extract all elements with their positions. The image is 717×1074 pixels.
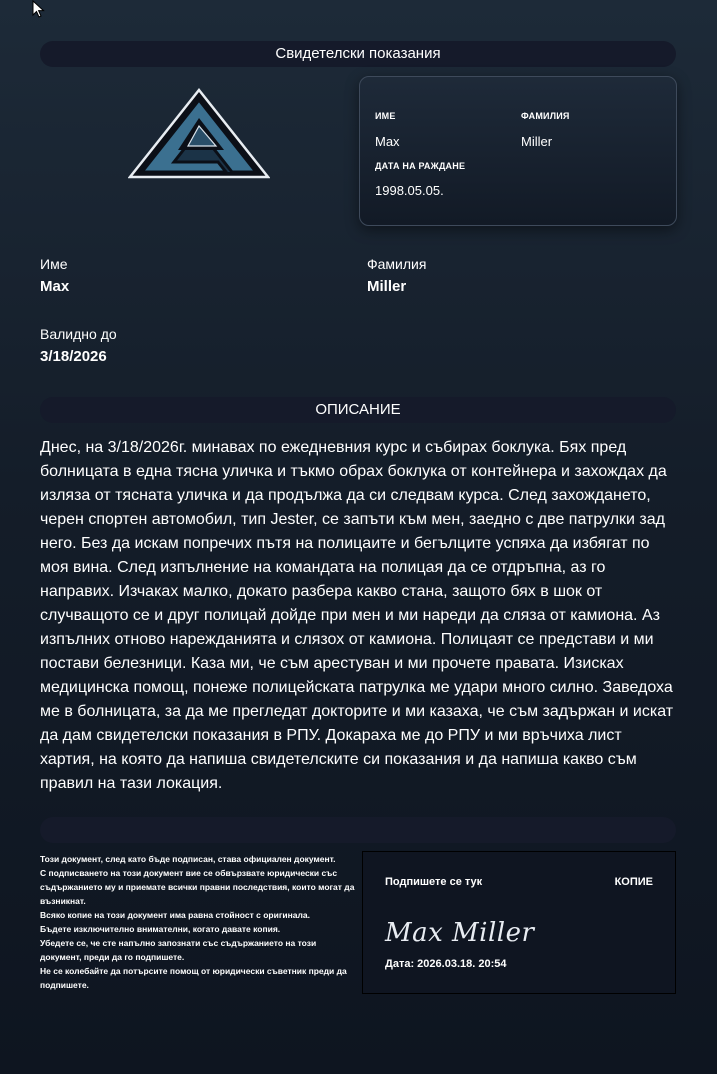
header-bar — [40, 41, 676, 67]
card-first-name-label: ИМЕ — [375, 111, 396, 121]
disclaimer — [40, 852, 356, 992]
disclaimer-line: С подписването на този документ вие се обвързвате юридически със съдържанието му и приемате всички правни последствия, които могат да възникнат. — [40, 868, 355, 906]
page-title: Свидетелски показания — [275, 45, 441, 62]
card-dob: 1998.05.05. — [375, 183, 444, 198]
disclaimer-line: Бъдете изключително внимателни, когато давате копия. — [40, 924, 281, 934]
mouse-pointer-icon — [32, 0, 46, 18]
description-text: Днес, на 3/18/2026г. минавах по ежедневния курс и събирах боклука. Бях пред болницата в една тясна уличка и тъкмо обрах боклука от контейнера и захождах да изляза от тясната уличка и да продължа да си следвам курса. След захождането, черен спортен автомобил, тип Jester, се запъти към мен, заедно с две патрулки зад него. Без да искам попречих пътя на полицаите и бегълците успяха да избягат по моя вина. След изпълнение на командата на полицая да се отдръпна, аз го направих. Изчаках малко, докато разбера какво стана, защото бях в шок от случващото се и друг полицай дойде при мен и ми нареди да сляза от камиона. Аз изпълних отново нарежданията и слязох от камиона. Полицаят се представи и ми постави белезници. Каза ми, че съм арестуван и ми прочете правата. Изисках медицинска помощ, понеже полицейската патрулка ме удари много силно. Заведоха ме в болницата, за да ме прегледат докторите и ми казаха, че съм задържан и искат да дам свидетелски показания в РПУ. Докараха ме до РПУ и ми връчиха лист хартия, на която да напиша свидетелските си показания и да напиша какво съм правил на тази локация. — [40, 439, 674, 792]
description-title: ОПИСАНИЕ — [315, 401, 401, 418]
card-last-name-label: ФАМИЛИЯ — [521, 111, 570, 121]
signature-date: Дата: 2026.03.18. 20:54 — [385, 958, 507, 970]
disclaimer-line: Убедете се, че сте напълно запознати със съдържанието на този документ, преди да го подпишете. — [40, 938, 317, 962]
id-card — [359, 76, 677, 226]
card-first-name: Max — [375, 134, 400, 149]
disclaimer-line: Този документ, след като бъде подписан, става официален документ. — [40, 854, 336, 864]
valid-until-label: Валидно до — [40, 326, 117, 342]
valid-until-value: 3/18/2026 — [40, 348, 107, 365]
handwritten-signature: Max Miller — [385, 918, 535, 948]
description-bar — [40, 397, 676, 423]
copy-button[interactable]: КОПИЕ — [614, 876, 653, 888]
signature-label: Подпишете се тук — [385, 876, 483, 888]
card-last-name: Miller — [521, 134, 553, 149]
triangle-logo — [128, 88, 270, 180]
first-name-value: Max — [40, 278, 70, 295]
last-name-label: Фамилия — [367, 256, 427, 272]
disclaimer-line: Всяко копие на този документ има равна стойност с оригинала. — [40, 910, 310, 920]
signature-box[interactable] — [362, 851, 676, 994]
card-dob-label: ДАТА НА РАЖДАНЕ — [375, 161, 466, 171]
footer-bar — [40, 817, 676, 843]
first-name-label: Име — [40, 256, 68, 272]
last-name-value: Miller — [367, 278, 407, 295]
disclaimer-line: Не се колебайте да потърсите помощ от юридически съветник преди да подпишете. — [40, 966, 347, 990]
